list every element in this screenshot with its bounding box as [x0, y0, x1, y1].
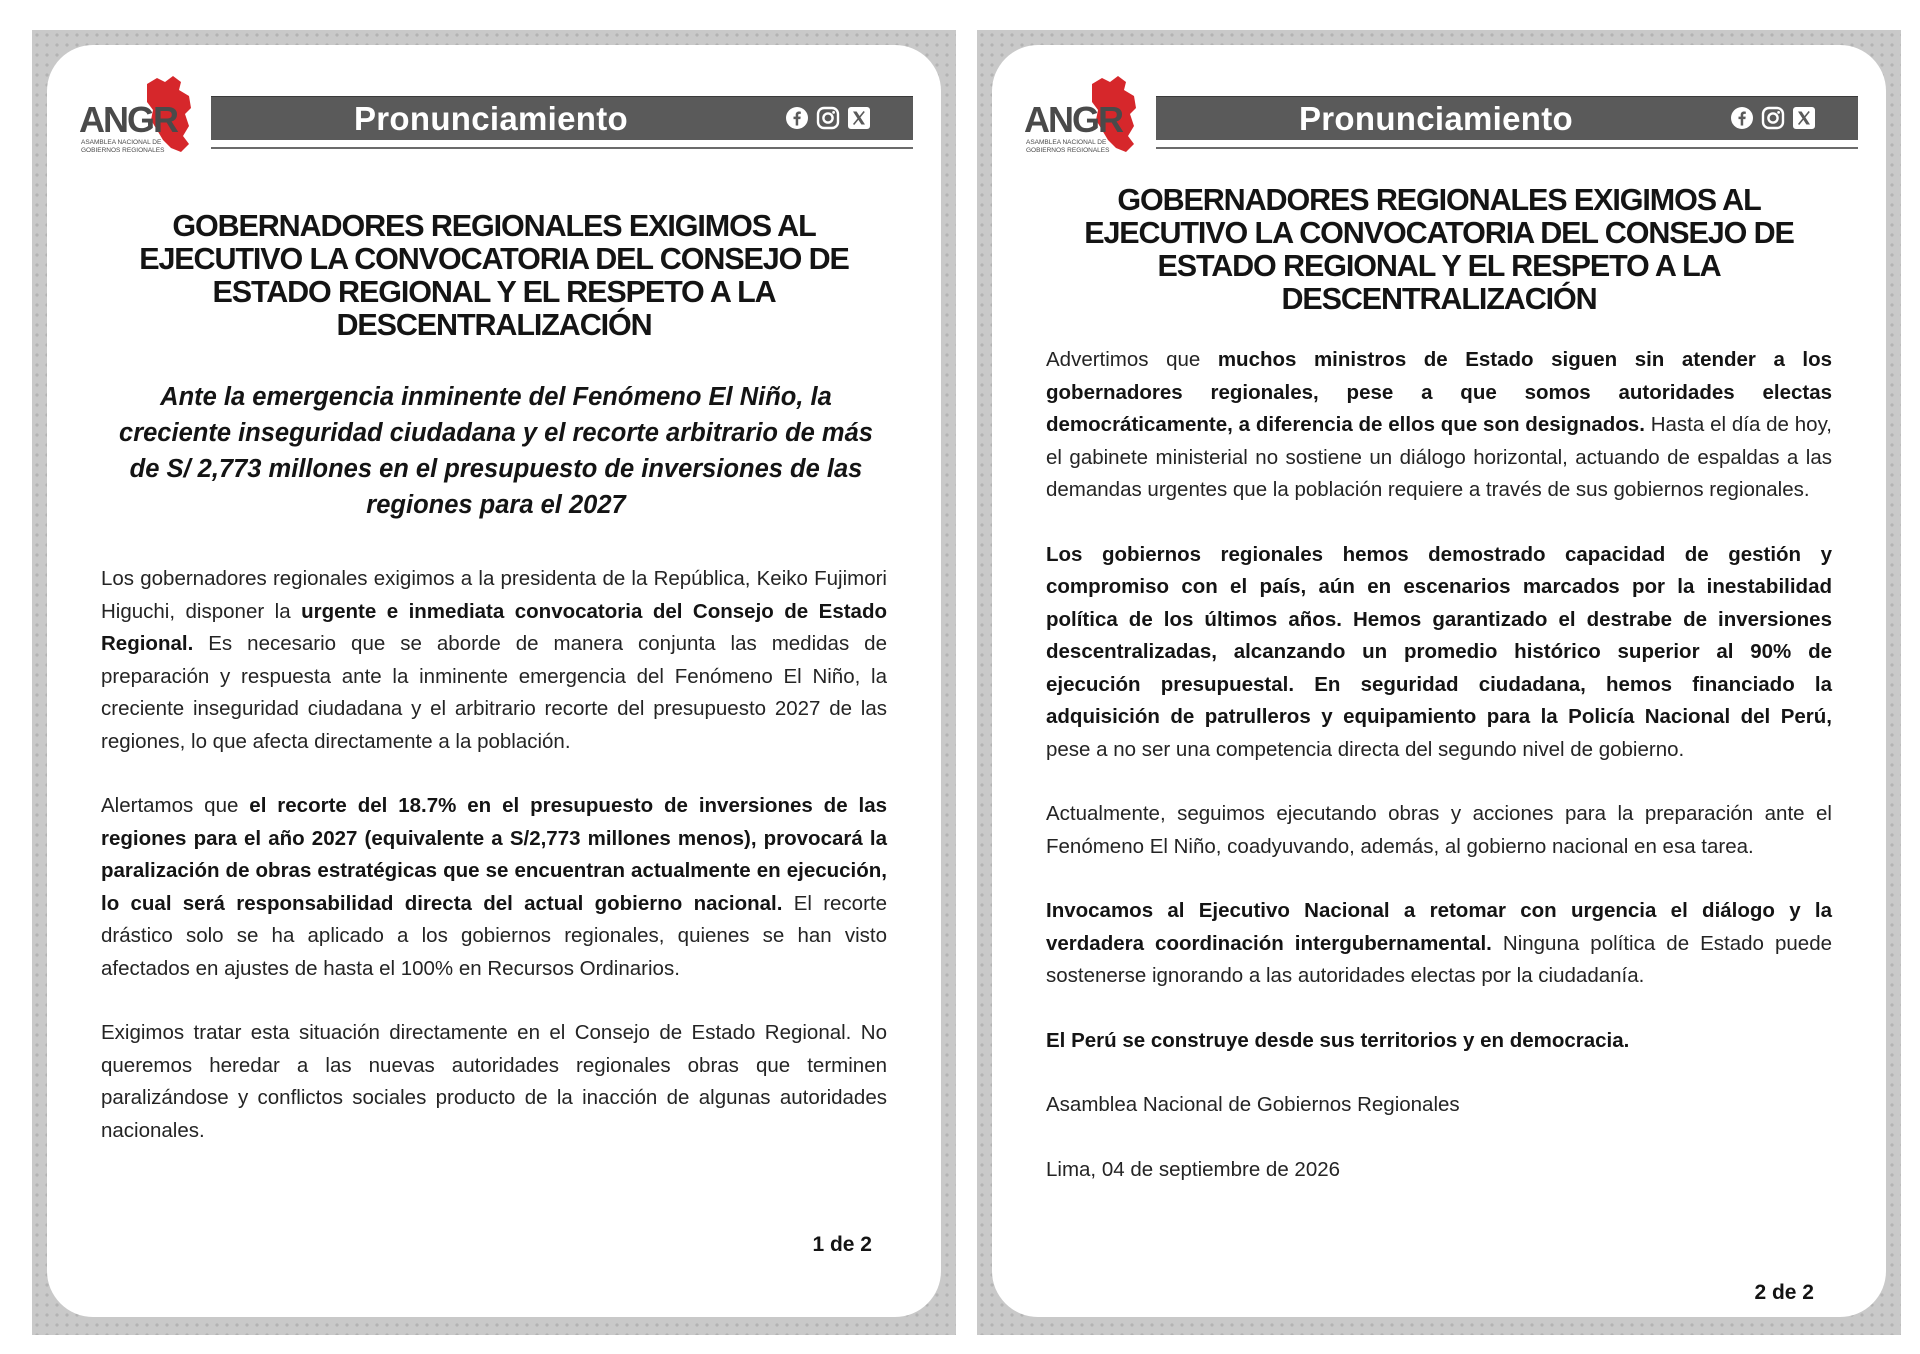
paragraph: Advertimos que muchos ministros de Estado siguen sin atender a los gobernadores regionales, pese a que somos autoridades electas democráticamente, a diferencia de ellos que son designados. Hasta el día de hoy, el gabinete ministerial no sostiene un diálogo horizontal, actuando de espaldas a las demandas urgentes que la población requiere a través de sus gobiernos regionales.: [1046, 348, 1832, 501]
document-page-2: [977, 30, 1901, 1335]
x-twitter-icon[interactable]: [847, 106, 871, 130]
banner-title: Pronunciamiento: [1298, 100, 1574, 137]
svg-text:ASAMBLEA NACIONAL DE: ASAMBLEA NACIONAL DE: [81, 139, 162, 146]
document-headline: GOBERNADORES REGIONALES EXIGIMOS AL EJECUTIVO LA CONVOCATORIA DEL CONSEJO DE ESTADO REGIONAL Y EL RESPETO A LA DESCENTRALIZACIÓN: [1084, 183, 1794, 316]
page-sheet: [992, 45, 1886, 1317]
angr-logo: [77, 74, 201, 156]
x-twitter-icon[interactable]: [1792, 106, 1816, 130]
document-subheadline: Ante la emergencia inminente del Fenómeno El Niño, la creciente inseguridad ciudadana y el recorte arbitrario de más de S/ 2,773 millones en el presupuesto de inversiones de las regiones para el 2027: [119, 383, 873, 519]
svg-text:GOBIERNOS REGIONALES: GOBIERNOS REGIONALES: [81, 147, 165, 154]
paragraph: Invocamos al Ejecutivo Nacional a retomar con urgencia el diálogo y la verdadera coordinación intergubernamental. Ninguna política de Estado puede sostenerse ignorando a las autoridades electas por la ciudadanía.: [1046, 899, 1832, 987]
header-banner: [1156, 96, 1858, 140]
svg-text:ANGR: ANGR: [1024, 99, 1122, 140]
paragraph: Actualmente, seguimos ejecutando obras y acciones para la preparación ante el Fenómeno El Niño, coadyuvando, además, al gobierno nacional en esa tarea.: [1046, 802, 1832, 858]
document-headline: GOBERNADORES REGIONALES EXIGIMOS AL EJECUTIVO LA CONVOCATORIA DEL CONSEJO DE ESTADO REGIONAL Y EL RESPETO A LA DESCENTRALIZACIÓN: [139, 209, 849, 342]
header-rule: [1156, 147, 1858, 149]
paragraph: Alertamos que el recorte del 18.7% en el presupuesto de inversiones de las regiones para el año 2027 (equivalente a S/2,773 millones menos), provocará la paralización de obras estratégicas que se encuentran actualmente en ejecución, lo cual será responsabilidad directa del actual gobierno nacional. El recorte drástico solo se ha aplicado a los gobiernos regionales, quienes se han visto afectados en ajustes de hasta el 100% en Recursos Ordinarios.: [101, 794, 887, 980]
svg-text:ANGR: ANGR: [79, 99, 177, 140]
place-date: Lima, 04 de septiembre de 2026: [1046, 1157, 1341, 1181]
svg-text:GOBIERNOS REGIONALES: GOBIERNOS REGIONALES: [1026, 147, 1110, 154]
page-number: 1 de 2: [812, 1233, 872, 1256]
social-icons: [785, 106, 871, 130]
instagram-icon[interactable]: [816, 106, 840, 130]
header-banner: [211, 96, 913, 140]
header-rule: [211, 147, 913, 149]
svg-text:ASAMBLEA NACIONAL DE: ASAMBLEA NACIONAL DE: [1026, 139, 1107, 146]
paragraph: Los gobiernos regionales hemos demostrado capacidad de gestión y compromiso con el país, aún en escenarios marcados por la inestabilidad política de los últimos años. Hemos garantizado el destrabe de inversiones descentralizadas, alcanzando un promedio histórico superior al 90% de ejecución presupuestal. En seguridad ciudadana, hemos financiado la adquisición de patrulleros y equipamiento para la Policía Nacional del Perú, pese a no ser una competencia directa del segundo nivel de gobierno.: [1046, 542, 1832, 761]
paragraph: Exigimos tratar esta situación directamente en el Consejo de Estado Regional. No queremos heredar a las nuevas autoridades regionales obras que terminen paralizándose y conflictos sociales producto de la inacción de algunas autoridades nacionales.: [101, 1021, 887, 1142]
page-number: 2 de 2: [1754, 1281, 1814, 1304]
document-body: [101, 210, 887, 1147]
social-icons: [1730, 106, 1816, 130]
document-body: [1046, 184, 1832, 1186]
document-page-1: [32, 30, 956, 1335]
paragraph: Los gobernadores regionales exigimos a la presidenta de la República, Keiko Fujimori Higuchi, disponer la urgente e inmediata convocatoria del Consejo de Estado Regional. Es necesario que se aborde de manera conjunta las medidas de preparación y respuesta ante la inminente emergencia del Fenómeno El Niño, la creciente inseguridad ciudadana y el arbitrario recorte del presupuesto 2027 de las regiones, lo que afecta directamente a la población.: [101, 567, 887, 753]
page-sheet: [47, 45, 941, 1317]
facebook-icon[interactable]: [1730, 106, 1754, 130]
facebook-icon[interactable]: [785, 106, 809, 130]
closing-statement: El Perú se construye desde sus territorios y en democracia.: [1046, 1028, 1630, 1052]
instagram-icon[interactable]: [1761, 106, 1785, 130]
signature: Asamblea Nacional de Gobiernos Regionales: [1046, 1093, 1460, 1116]
banner-title: Pronunciamiento: [353, 100, 629, 137]
angr-logo: [1022, 74, 1146, 156]
